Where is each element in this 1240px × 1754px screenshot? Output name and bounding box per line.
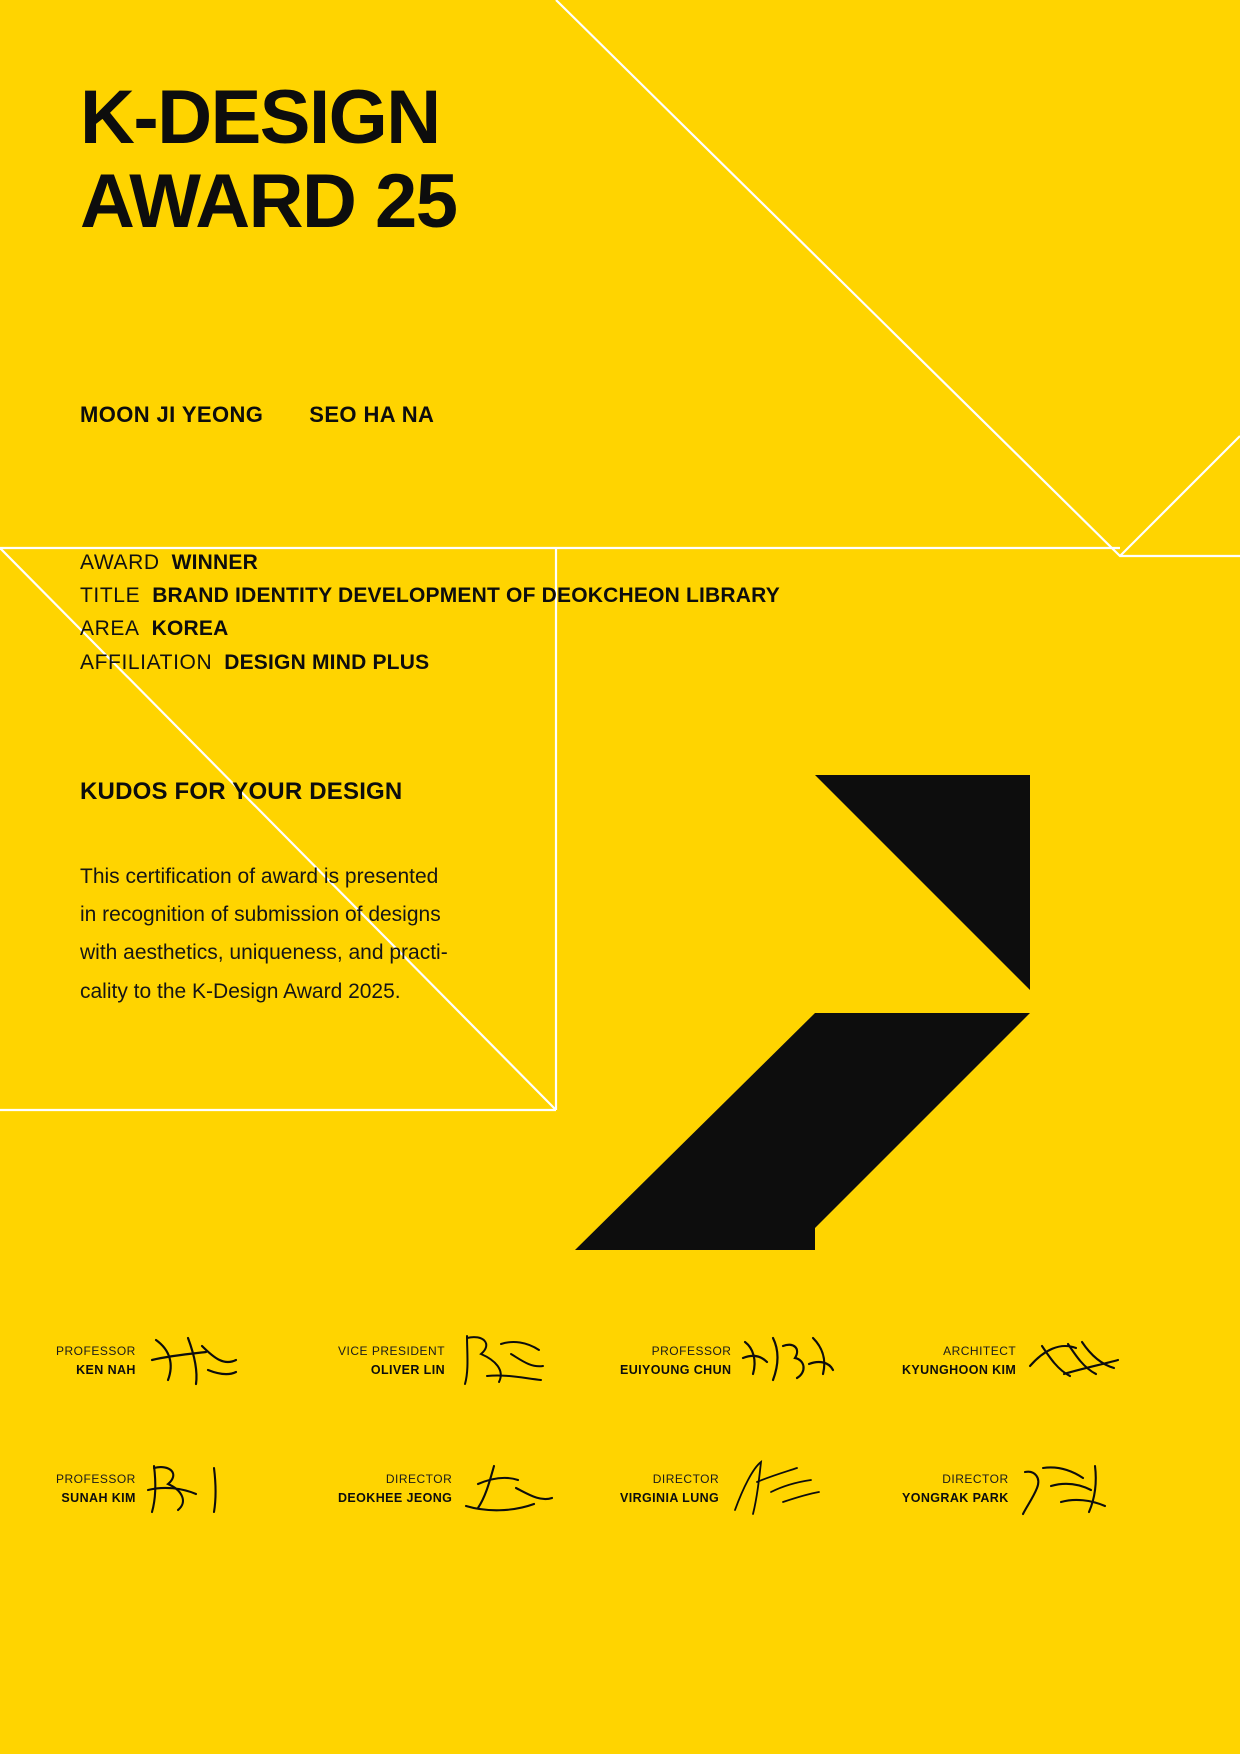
signature-caption — [620, 1471, 719, 1507]
kudos-body-line: with aesthetics, uniqueness, and practi- — [80, 941, 448, 965]
detail-label: TITLE — [80, 584, 141, 608]
detail-value: KOREA — [151, 617, 229, 641]
signature-role: PROFESSOR — [651, 1344, 732, 1359]
signature-block — [56, 1330, 1184, 1520]
award-details — [80, 546, 940, 679]
signature-mark-icon — [739, 1330, 835, 1392]
kudos-body — [80, 858, 550, 1011]
kudos-body-line: cality to the K-Design Award 2025. — [80, 979, 401, 1003]
detail-label: AWARD — [80, 551, 160, 574]
signature-mark-icon — [1017, 1458, 1113, 1520]
signature-name: SUNAH KIM — [61, 1490, 136, 1505]
signature-mark-icon — [727, 1458, 823, 1520]
signature-name: EUIYOUNG CHUN — [620, 1362, 732, 1377]
kudos-body-line: in recognition of submission of designs — [80, 903, 441, 927]
detail-row — [80, 646, 940, 679]
k-design-logo-mark — [575, 775, 1030, 1250]
detail-row — [80, 612, 940, 645]
signature-cell — [338, 1330, 620, 1392]
signature-role: PROFESSOR — [56, 1344, 136, 1359]
recipient-name: SEO HA NA — [309, 402, 435, 427]
signature-caption — [902, 1343, 1016, 1379]
signature-cell — [56, 1330, 338, 1392]
detail-value: DESIGN MIND PLUS — [224, 650, 430, 674]
signature-cell — [620, 1330, 902, 1392]
signature-mark-icon — [453, 1330, 549, 1392]
signature-cell — [902, 1330, 1184, 1392]
signature-row — [56, 1330, 1184, 1392]
recipient-name: MOON JI YEONG — [80, 402, 264, 427]
signature-role: DIRECTOR — [942, 1472, 1009, 1487]
detail-row — [80, 546, 940, 579]
signature-name: DEOKHEE JEONG — [338, 1490, 453, 1505]
recipient-names — [80, 402, 434, 428]
signature-cell — [338, 1458, 620, 1520]
detail-label: AREA — [80, 617, 140, 641]
kudos-heading: KUDOS FOR YOUR DESIGN — [80, 778, 403, 805]
page-title — [80, 75, 780, 244]
signature-mark-icon — [460, 1458, 556, 1520]
signature-caption — [338, 1471, 452, 1507]
title-line-1: K-DESIGN — [80, 75, 440, 160]
signature-cell — [620, 1458, 902, 1520]
signature-caption — [338, 1343, 445, 1379]
signature-role: DIRECTOR — [385, 1472, 453, 1487]
signature-name: VIRGINIA LUNG — [620, 1490, 720, 1505]
signature-name: OLIVER LIN — [370, 1362, 446, 1377]
detail-value: BRAND IDENTITY DEVELOPMENT OF DEOKCHEON LIBRARY — [152, 584, 780, 608]
signature-caption — [620, 1343, 731, 1379]
detail-value: WINNER — [171, 551, 258, 574]
signature-role: ARCHITECT — [943, 1344, 1017, 1359]
signature-name: KYUNGHOON KIM — [902, 1362, 1017, 1377]
signature-cell — [902, 1458, 1184, 1520]
signature-name: KEN NAH — [76, 1362, 136, 1377]
signature-cell — [56, 1458, 338, 1520]
signature-mark-icon — [144, 1330, 240, 1392]
signature-role: VICE PRESIDENT — [338, 1344, 446, 1359]
signature-caption — [56, 1471, 136, 1507]
signature-role: PROFESSOR — [56, 1472, 136, 1487]
signature-mark-icon — [144, 1458, 240, 1520]
title-line-2: AWARD 25 — [80, 159, 457, 244]
detail-row — [80, 579, 940, 612]
signature-name: YONGRAK PARK — [902, 1490, 1009, 1505]
detail-label: AFFILIATION — [80, 650, 213, 674]
signature-role: DIRECTOR — [652, 1472, 720, 1487]
signature-mark-icon — [1024, 1330, 1120, 1392]
signature-row — [56, 1458, 1184, 1520]
signature-caption — [56, 1343, 136, 1379]
kudos-body-line: This certification of award is presented — [80, 865, 439, 888]
signature-caption — [902, 1471, 1009, 1507]
